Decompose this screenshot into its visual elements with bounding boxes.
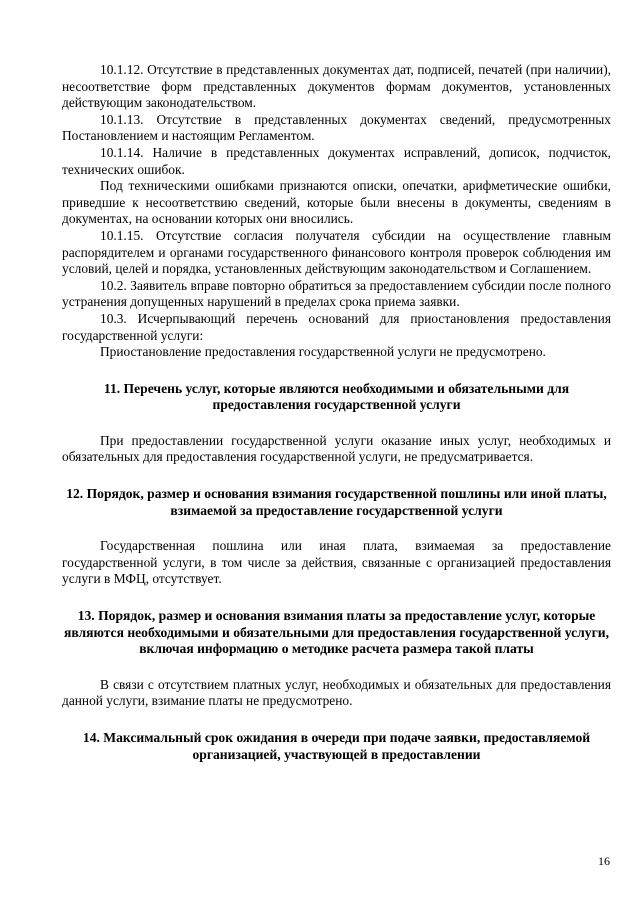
section-13-text: В связи с отсутствием платных услуг, необходимых и обязательных для предоставления данной услуги, взимание платы не предусмотрено. (62, 676, 611, 709)
section-14-heading: 14. Максимальный срок ожидания в очереди при подаче заявки, предоставляемой организацией, участвующей в предоставлении (82, 730, 591, 762)
clause-10-2: 10.2. Заявитель вправе повторно обратиться за предоставлением субсидии после полного устранения допущенных нарушений в пределах срока приема заявки. (62, 277, 611, 310)
section-13-heading: 13. Порядок, размер и основания взимания платы за предоставление услуг, которые являются необходимыми и обязательными для предоставления государственной услуги, включая информацию о методике расчета размера такой платы (63, 608, 609, 657)
clause-10-3: 10.3. Исчерпывающий перечень оснований для приостановления предоставления государственной услуги: (62, 310, 611, 343)
technical-errors-definition: Под техническими ошибками признаются описки, опечатки, арифметические ошибки, приведшие к несоответствию сведений, которые были внесены в документы, сведениям в документах, на основании которых они вносились. (62, 178, 611, 227)
clause-10-1-12: 10.1.12. Отсутствие в представленных документах дат, подписей, печатей (при наличии), несоответствие форм представленных документов формам документов, установленных действующим законодательством. (62, 62, 611, 111)
page-number: 16 (598, 854, 610, 868)
clause-10-1-15: 10.1.15. Отсутствие согласия получателя субсидии на осуществление главным распорядителем и органами государственного финансового контроля проверок соблюдения им условий, целей и порядка, установленных действующим законодательством и Соглашением. (62, 227, 611, 277)
section-12-heading: 12. Порядок, размер и основания взимания государственной пошлины или иной платы, взимаемой за предоставление государственной услуги (66, 486, 607, 518)
section-11-text: При предоставлении государственной услуги оказание иных услуг, необходимых и обязательных для предоставления государственной услуги, не предусматривается. (62, 432, 611, 465)
clause-10-1-14: 10.1.14. Наличие в представленных документах исправлений, дописок, подчисток, технических ошибок. (62, 144, 611, 177)
section-12-text: Государственная пошлина или иная плата, взимаемая за предоставление государственной услуги, в том числе за действия, связанные с организацией предоставления услуги в МФЦ, отсутствует. (62, 538, 611, 587)
suspension-statement: Приостановление предоставления государственной услуги не предусмотрено. (100, 344, 546, 360)
clause-10-1-13: 10.1.13. Отсутствие в представленных документах сведений, предусмотренных Постановлением и настоящим Регламентом. (62, 111, 611, 144)
section-11-heading: 11. Перечень услуг, которые являются необходимыми и обязательными для предоставления государственной услуги (103, 380, 570, 413)
